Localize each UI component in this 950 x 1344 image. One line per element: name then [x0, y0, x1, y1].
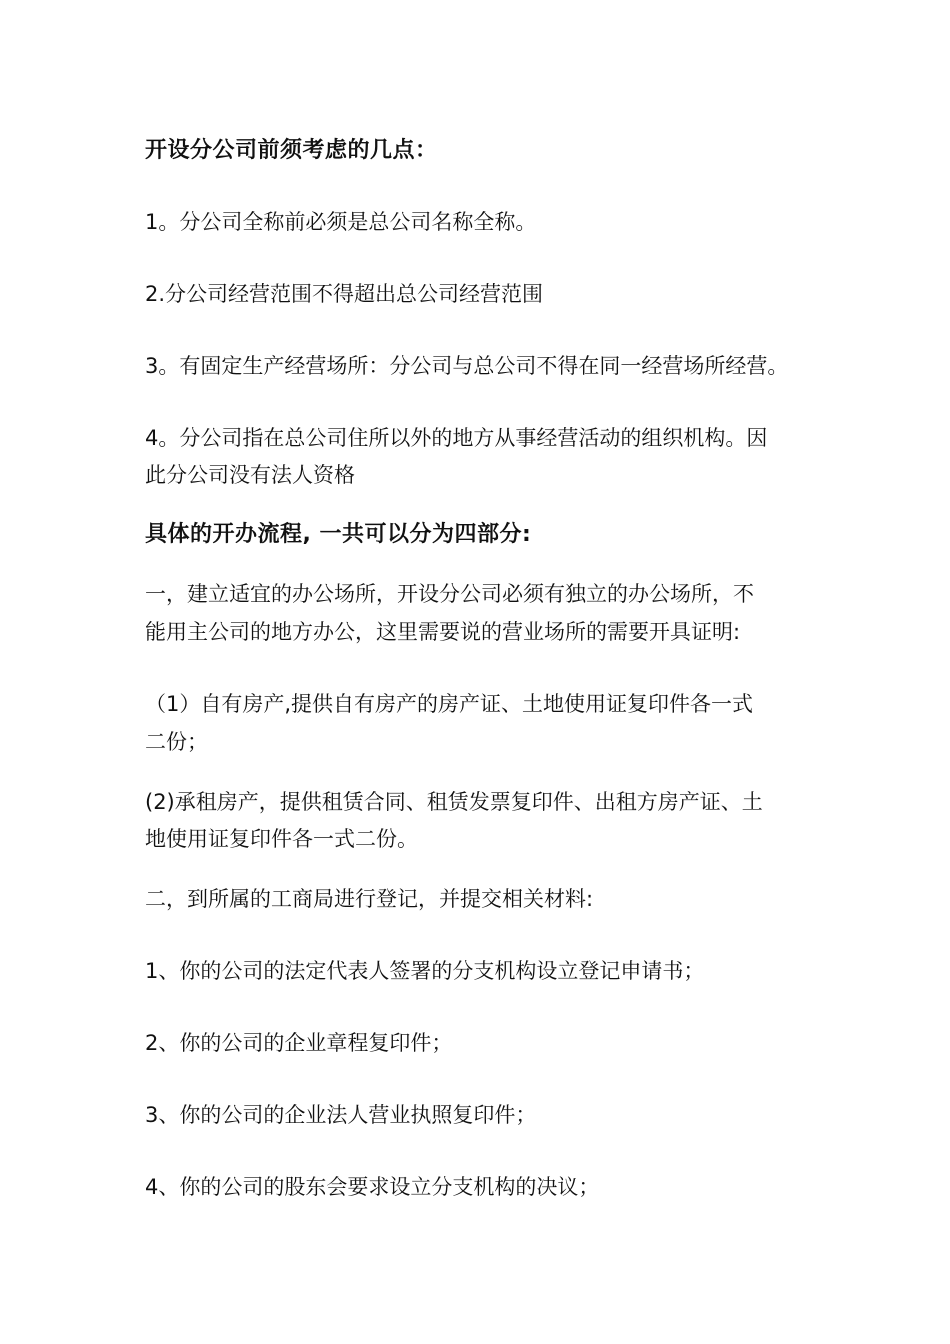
list-item-2: 2、你的公司的企业章程复印件； [145, 1031, 453, 1055]
step-1-line-2: 能用主公司的地方办公，这里需要说的营业场所的需要开具证明: [145, 620, 741, 644]
heading-process: 具体的开办流程, 一共可以分为四部分: [145, 522, 532, 547]
point-4-line-2: 此分公司没有法人资格 [145, 463, 355, 487]
point-3: 3。有固定生产经营场所：分公司与总公司不得在同一经营场所经营。 [145, 354, 789, 378]
sub-item-1-line-1: （1）自有房产,提供自有房产的房产证、土地使用证复印件各一式 [145, 692, 754, 716]
sub-item-1-line-2: 二份； [145, 730, 208, 754]
sub-item-2-line-1: (2)承租房产，提供租赁合同、租赁发票复印件、出租方房产证、土 [145, 790, 763, 814]
point-1: 1。分公司全称前必须是总公司名称全称。 [145, 210, 537, 234]
list-item-4: 4、你的公司的股东会要求设立分支机构的决议； [145, 1175, 600, 1199]
point-2: 2.分公司经营范围不得超出总公司经营范围 [145, 282, 544, 306]
step-2: 二，到所属的工商局进行登记，并提交相关材料: [145, 887, 594, 911]
list-item-1: 1、你的公司的法定代表人签署的分支机构设立登记申请书； [145, 959, 705, 983]
step-1-line-1: 一，建立适宜的办公场所，开设分公司必须有独立的办公场所，不 [145, 582, 754, 606]
heading-considerations: 开设分公司前须考虑的几点： [145, 138, 438, 163]
sub-item-2-line-2: 地使用证复印件各一式二份。 [145, 827, 418, 851]
point-4-line-1: 4。分公司指在总公司住所以外的地方从事经营活动的组织机构。因 [145, 426, 768, 450]
list-item-3: 3、你的公司的企业法人营业执照复印件； [145, 1103, 537, 1127]
